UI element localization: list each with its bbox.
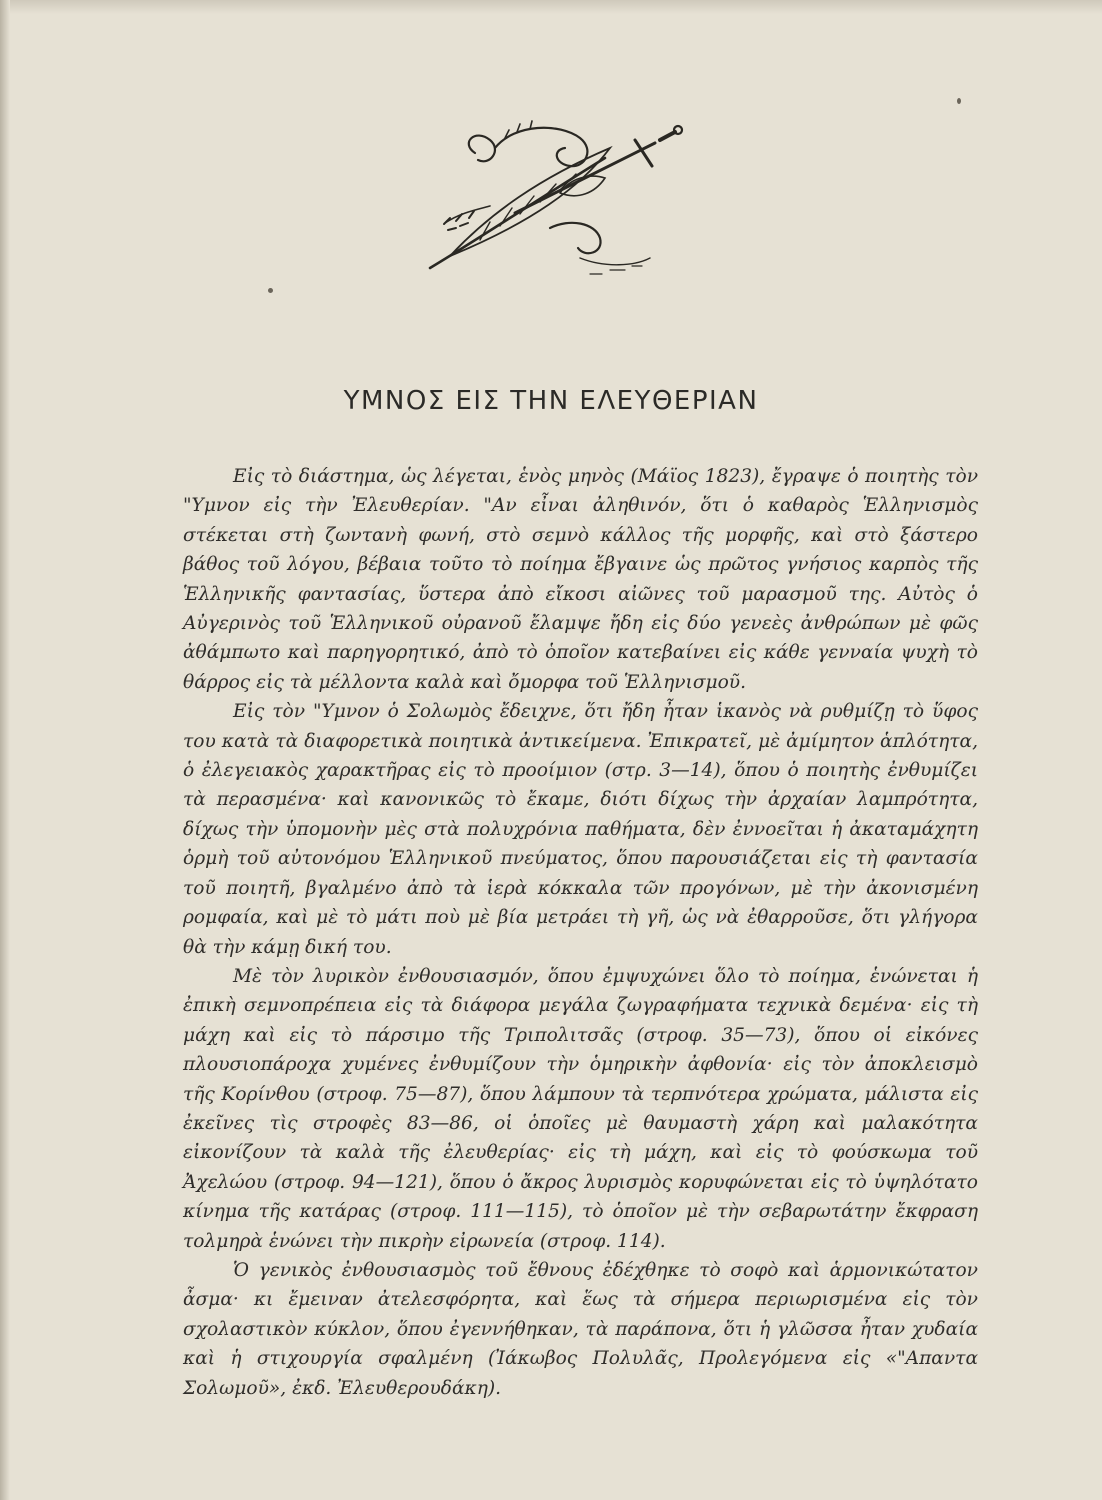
essay-body (183, 462, 978, 1403)
ink-speck (957, 98, 961, 104)
ink-speck (268, 288, 273, 293)
paragraph-1: Εἰς τὸ διάστημα, ὡς λέγεται, ἑνὸς μηνὸς (Μάϊος 1823), ἔγραψε ὁ ποιητὴς τὸν "Υμνον εἰς τὴν Ἐλευθερίαν. "Αν εἶναι ἀληθινόν, ὅτι ὁ καθαρὸς Ἑλληνισμὸς στέκεται στὴ ζωντανὴ φωνή, στὸ σεμνὸ κάλλος τῆς μορφῆς, καὶ στὸ ξάστερο βάθος τοῦ λόγου, βέβαια τοῦτο τὸ ποίημα ἔβγαινε ὡς πρῶτος γνήσιος καρπὸς τῆς Ἑλληνικῆς φαντασίας, ὕστερα ἀπὸ εἴκοσι αἰῶνες τοῦ μαρασμοῦ της. Αὐτὸς ὁ Αὐγερινὸς τοῦ Ἑλληνικοῦ οὐρανοῦ ἔλαμψε ἤδη εἰς δύο γενεὲς ἀνθρώπων μὲ φῶς ἀθάμπωτο καὶ παρηγορητικό, ἀπὸ τὸ ὁποῖον κατεβαίνει εἰς κάθε γενναία ψυχὴ τὸ θάρρος εἰς τὰ μέλλοντα καλὰ καὶ ὄμορφα τοῦ Ἑλληνισμοῦ. (183, 466, 978, 693)
page-top-shadow (0, 0, 1102, 14)
page-binding-edge (0, 0, 10, 1500)
quill-sword-wreath-icon (420, 118, 690, 278)
paragraph-2: Εἰς τὸν "Υμνον ὁ Σολωμὸς ἔδειχνε, ὅτι ἤδη ἦταν ἱκανὸς νὰ ρυθμίζῃ τὸ ὕφος του κατὰ τὰ διαφορετικὰ ποιητικὰ ἀντικείμενα. Ἐπικρατεῖ, μὲ ἀμίμητον ἁπλότητα, ὁ ἐλεγειακὸς χαρακτῆρας εἰς τὸ προοίμιον (στρ. 3—14), ὅπου ὁ ποιητὴς ἐνθυμίζει τὰ περασμένα· καὶ κανονικῶς τὸ ἔκαμε, διότι δίχως τὴν ἀρχαίαν λαμπρότητα, δίχως τὴν ὑπομονὴν μὲς στὰ πολυχρόνια παθήματα, δὲν ἐννοεῖται ἡ ἀκαταμάχητη ὁρμὴ τοῦ αὐτονόμου Ἑλληνικοῦ πνεύματος, ὅπου παρουσιάζεται εἰς τὴ φαντασία τοῦ ποιητῆ, βγαλμένο ἀπὸ τὰ ἱερὰ κόκκαλα τῶν προγόνων, μὲ τὴν ἀκονισμένη ρομφαία, καὶ μὲ τὸ μάτι ποὺ μὲ βία μετράει τὴ γῆ, ὡς νὰ ἐθαρροῦσε, ὅτι γλήγορα θὰ τὴν κάμῃ δική του. (183, 701, 978, 958)
paragraph-4: Ὁ γενικὸς ἐνθουσιασμὸς τοῦ ἔθνους ἐδέχθηκε τὸ σοφὸ καὶ ἁρμονικώτατον ἆσμα· κι ἔμειναν ἀτελεσφόρητα, καὶ ἕως τὰ σήμερα περιωρισμένα εἰς τὸν σχολαστικὸν κύκλον, ὅπου ἐγεννήθηκαν, τὰ παράπονα, ὅτι ἡ γλῶσσα ἦταν χυδαία καὶ ἡ στιχουργία σφαλμένη (Ἰάκωβος Πολυλᾶς, Προλεγόμενα εἰς «"Απαντα Σολωμοῦ», ἐκδ. Ἐλευθερουδάκη). (183, 1259, 978, 1399)
paragraph-3: Μὲ τὸν λυρικὸν ἐνθουσιασμόν, ὅπου ἐμψυχώνει ὅλο τὸ ποίημα, ἑνώνεται ἡ ἐπικὴ σεμνοπρέπεια εἰς τὰ διάφορα μεγάλα ζωγραφήματα τεχνικὰ δεμένα· εἰς τὴ μάχη καὶ εἰς τὸ πάρσιμο τῆς Τριπολιτσᾶς (στροφ. 35—73), ὅπου οἱ εἰκόνες πλουσιοπάροχα χυμένες ἐνθυμίζουν τὴν ὁμηρικὴν ἀφθονία· εἰς τὸν ἀποκλεισμὸ τῆς Κορίνθου (στροφ. 75—87), ὅπου λάμπουν τὰ τερπνότερα χρώματα, μάλιστα εἰς ἐκεῖνες τὶς στροφὲς 83—86, οἱ ὁποῖες μὲ θαυμαστὴ χάρη καὶ μαλακότητα εἰκονίζουν τὰ καλὰ τῆς ἐλευθερίας· εἰς τὴ μάχη, καὶ εἰς τὸ φούσκωμα τοῦ Ἀχελώου (στροφ. 94—121), ὅπου ὁ ἄκρος λυρισμὸς κορυφώνεται εἰς τὸ ὑψηλότατο κίνημα τῆς κατάρας (στροφ. 111—115), τὸ ὁποῖον μὲ τὴν σεβαρωτάτην ἔκφραση τολμηρὰ ἑνώνει τὴν πικρὴν εἰρωνεία (στροφ. 114). (183, 965, 978, 1252)
page-title: ΥΜΝΟΣ ΕΙΣ ΤΗΝ ΕΛΕΥΘΕΡΙΑΝ (343, 386, 759, 416)
